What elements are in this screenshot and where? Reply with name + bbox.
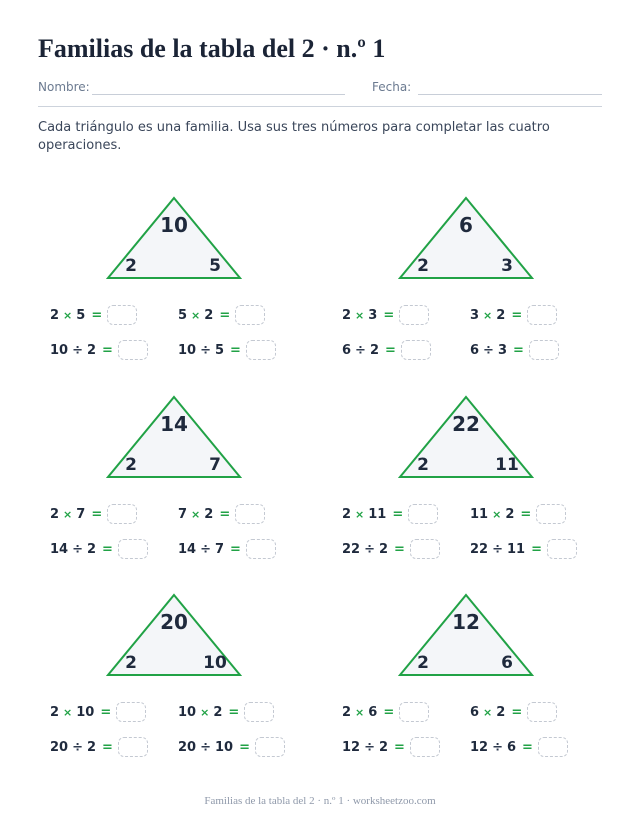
operand-b: 2 (369, 342, 379, 358)
family-triangle (107, 594, 247, 678)
operand-a: 2 (342, 506, 352, 522)
fact-family-2 (339, 197, 599, 367)
division-equation (178, 736, 285, 758)
triangle-right-number: 5 (209, 256, 221, 276)
divide-sign: ÷ (492, 541, 503, 557)
operand-a: 12 (342, 739, 361, 755)
operand-a: 22 (470, 541, 489, 557)
division-equation (178, 538, 276, 560)
triangle-left-number: 2 (125, 256, 137, 276)
multiplication-equation (470, 701, 557, 723)
operand-b: 2 (204, 307, 214, 323)
equals-sign: = (394, 739, 405, 755)
operand-a: 11 (470, 506, 489, 522)
times-sign: × (483, 308, 493, 322)
times-sign: × (492, 507, 502, 521)
multiplication-equation (50, 304, 137, 326)
equals-sign: = (100, 704, 112, 720)
operand-b: 10 (215, 739, 234, 755)
operand-b: 7 (215, 541, 225, 557)
answer-box[interactable] (399, 305, 429, 325)
answer-box[interactable] (408, 504, 438, 524)
operand-b: 2 (204, 506, 214, 522)
answer-box[interactable] (255, 737, 285, 757)
operand-a: 6 (470, 342, 480, 358)
answer-box[interactable] (246, 340, 276, 360)
operand-a: 10 (50, 342, 69, 358)
operand-a: 7 (178, 506, 188, 522)
answer-box[interactable] (410, 737, 440, 757)
times-sign: × (355, 308, 365, 322)
divide-sign: ÷ (200, 342, 211, 358)
page-title: Familias de la tabla del 2 · n.º 1 (38, 34, 386, 63)
equals-sign: = (394, 541, 405, 557)
division-equation (50, 538, 148, 560)
footer: Familias de la tabla del 2 · n.º 1 · worksheetzoo.com (204, 795, 436, 807)
operand-a: 20 (50, 739, 69, 755)
divide-sign: ÷ (200, 541, 211, 557)
equals-sign: = (102, 541, 113, 557)
operand-b: 2 (496, 704, 506, 720)
fact-family-4 (339, 396, 599, 566)
answer-box[interactable] (527, 305, 557, 325)
operand-b: 2 (379, 541, 389, 557)
equals-sign: = (91, 307, 103, 323)
operand-a: 2 (50, 307, 60, 323)
header-divider (38, 106, 602, 107)
equals-sign: = (385, 342, 396, 358)
answer-box[interactable] (547, 539, 577, 559)
multiplication-equation (178, 304, 265, 326)
operand-b: 11 (507, 541, 526, 557)
multiplication-equation (342, 701, 429, 723)
instructions: Cada triángulo es una familia. Usa sus tres números para completar las cuatro operaciones. (38, 120, 550, 153)
operand-a: 22 (342, 541, 361, 557)
answer-box[interactable] (235, 504, 265, 524)
answer-box[interactable] (529, 340, 559, 360)
divide-sign: ÷ (72, 739, 83, 755)
equals-sign: = (230, 342, 241, 358)
triangle-left-number: 2 (417, 455, 429, 475)
divide-sign: ÷ (72, 541, 83, 557)
operand-b: 2 (87, 541, 97, 557)
triangle-left-number: 2 (417, 256, 429, 276)
name-field[interactable] (92, 94, 345, 95)
multiplication-equation (470, 503, 566, 525)
operand-b: 7 (76, 506, 86, 522)
times-sign: × (483, 705, 493, 719)
operand-a: 2 (50, 506, 60, 522)
triangle-right-number: 6 (501, 653, 513, 673)
division-equation (470, 339, 559, 361)
divide-sign: ÷ (364, 541, 375, 557)
divide-sign: ÷ (492, 739, 503, 755)
division-equation (342, 538, 440, 560)
triangle-top-number: 10 (160, 213, 188, 237)
answer-box[interactable] (118, 539, 148, 559)
family-triangle (399, 197, 539, 281)
triangle-top-number: 20 (160, 610, 188, 634)
operand-b: 5 (76, 307, 86, 323)
times-sign: × (191, 507, 201, 521)
operand-b: 2 (496, 307, 506, 323)
fact-family-1 (47, 197, 307, 367)
family-triangle (399, 594, 539, 678)
answer-box[interactable] (410, 539, 440, 559)
division-equation (342, 339, 431, 361)
equals-sign: = (91, 506, 103, 522)
answer-box[interactable] (527, 702, 557, 722)
equals-sign: = (383, 704, 395, 720)
operand-a: 2 (342, 307, 352, 323)
triangle-right-number: 3 (501, 256, 513, 276)
operand-b: 3 (368, 307, 378, 323)
equals-sign: = (531, 541, 542, 557)
times-sign: × (355, 705, 365, 719)
date-field[interactable] (418, 94, 602, 95)
answer-box[interactable] (246, 539, 276, 559)
triangle-top-number: 12 (452, 610, 480, 634)
answer-box[interactable] (107, 305, 137, 325)
operand-b: 2 (213, 704, 223, 720)
operand-a: 10 (178, 342, 197, 358)
equals-sign: = (228, 704, 240, 720)
operand-a: 10 (178, 704, 197, 720)
times-sign: × (200, 705, 210, 719)
answer-box[interactable] (116, 702, 146, 722)
operand-b: 2 (87, 739, 97, 755)
triangle-right-number: 11 (495, 455, 519, 475)
division-equation (470, 736, 568, 758)
division-equation (50, 736, 148, 758)
operand-b: 6 (368, 704, 378, 720)
operand-a: 14 (178, 541, 197, 557)
operand-b: 2 (87, 342, 97, 358)
triangle-left-number: 2 (417, 653, 429, 673)
answer-box[interactable] (538, 737, 568, 757)
division-equation (50, 339, 148, 361)
operand-a: 2 (50, 704, 60, 720)
operand-b: 11 (368, 506, 387, 522)
divide-sign: ÷ (364, 739, 375, 755)
name-label: Nombre: (38, 80, 90, 94)
operand-a: 5 (178, 307, 188, 323)
triangle-top-number: 22 (452, 412, 480, 436)
family-triangle (399, 396, 539, 480)
triangle-right-number: 10 (203, 653, 227, 673)
multiplication-equation (178, 701, 274, 723)
multiplication-equation (470, 304, 557, 326)
operand-b: 3 (497, 342, 507, 358)
answer-box[interactable] (118, 737, 148, 757)
operand-a: 14 (50, 541, 69, 557)
multiplication-equation (50, 503, 137, 525)
date-label: Fecha: (372, 80, 412, 94)
equals-sign: = (219, 307, 231, 323)
family-triangle (107, 197, 247, 281)
operand-b: 6 (507, 739, 517, 755)
division-equation (470, 538, 577, 560)
times-sign: × (63, 308, 73, 322)
times-sign: × (191, 308, 201, 322)
multiplication-equation (178, 503, 265, 525)
equals-sign: = (219, 506, 231, 522)
answer-box[interactable] (244, 702, 274, 722)
equals-sign: = (239, 739, 250, 755)
division-equation (178, 339, 276, 361)
divide-sign: ÷ (72, 342, 83, 358)
multiplication-equation (342, 304, 429, 326)
equals-sign: = (511, 704, 523, 720)
equals-sign: = (230, 541, 241, 557)
equals-sign: = (513, 342, 524, 358)
divide-sign: ÷ (200, 739, 211, 755)
operand-b: 10 (76, 704, 95, 720)
triangle-top-number: 6 (459, 213, 473, 237)
divide-sign: ÷ (483, 342, 494, 358)
operand-a: 20 (178, 739, 197, 755)
answer-box[interactable] (235, 305, 265, 325)
operand-a: 12 (470, 739, 489, 755)
answer-box[interactable] (399, 702, 429, 722)
triangle-left-number: 2 (125, 455, 137, 475)
triangle-left-number: 2 (125, 653, 137, 673)
operand-a: 3 (470, 307, 480, 323)
operand-a: 6 (342, 342, 352, 358)
operand-b: 5 (215, 342, 225, 358)
answer-box[interactable] (118, 340, 148, 360)
answer-box[interactable] (536, 504, 566, 524)
triangle-right-number: 7 (209, 455, 221, 475)
equals-sign: = (102, 739, 113, 755)
triangle-top-number: 14 (160, 412, 188, 436)
equals-sign: = (511, 307, 523, 323)
equals-sign: = (392, 506, 404, 522)
fact-family-3 (47, 396, 307, 566)
divide-sign: ÷ (355, 342, 366, 358)
times-sign: × (63, 507, 73, 521)
fact-family-5 (47, 594, 307, 764)
operand-b: 2 (505, 506, 515, 522)
answer-box[interactable] (401, 340, 431, 360)
multiplication-equation (50, 701, 146, 723)
operand-a: 6 (470, 704, 480, 720)
equals-sign: = (102, 342, 113, 358)
operand-a: 2 (342, 704, 352, 720)
operand-b: 2 (379, 739, 389, 755)
answer-box[interactable] (107, 504, 137, 524)
division-equation (342, 736, 440, 758)
family-triangle (107, 396, 247, 480)
equals-sign: = (383, 307, 395, 323)
equals-sign: = (520, 506, 532, 522)
multiplication-equation (342, 503, 438, 525)
equals-sign: = (522, 739, 533, 755)
times-sign: × (63, 705, 73, 719)
times-sign: × (355, 507, 365, 521)
fact-family-6 (339, 594, 599, 764)
